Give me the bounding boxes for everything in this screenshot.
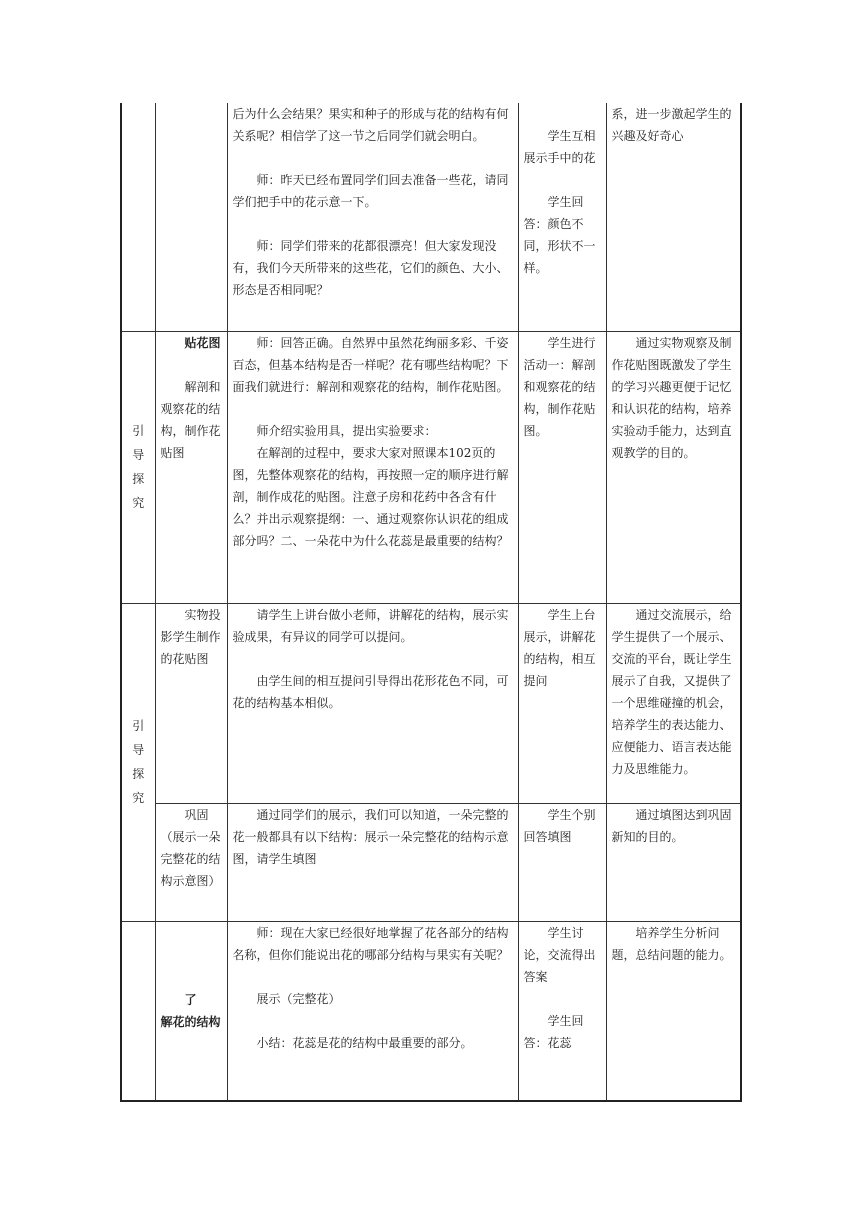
step-description: 实物投影学生制作的花贴图 — [160, 607, 221, 666]
design-purpose-cell — [606, 603, 741, 803]
teacher-activity-cell — [227, 603, 518, 803]
purpose-paragraph: 系，进一步激起学生的兴趣及好奇心 — [611, 107, 732, 143]
content-paragraph: 师介绍实验用具，提出实验要求： — [256, 423, 437, 438]
content-paragraph: 师：昨天已经布置同学们回去准备一些花，请同学们把手中的花示意一下。 — [232, 173, 509, 209]
student-activity-cell — [518, 803, 606, 921]
teacher-activity-cell — [227, 103, 518, 331]
content-paragraph: 展示（完整花） — [256, 991, 341, 1006]
student-activity-cell — [518, 603, 606, 803]
student-activity-cell — [518, 103, 606, 331]
step-cell — [155, 331, 227, 603]
content-paragraph: 后为什么会结果？果实和种子的形成与花的结构有何关系呢？相信学了这一节之后同学们就会明白。 — [232, 107, 509, 143]
student-paragraph: 学生上台展示，讲解花的结构，相互提问 — [523, 607, 596, 688]
purpose-paragraph: 培养学生分析问题，总结问题的能力。 — [611, 925, 732, 962]
step-description: 巩固（展示一朵完整花的结构示意图） — [160, 807, 221, 888]
design-purpose-cell — [606, 803, 741, 921]
design-purpose-cell — [606, 921, 741, 1101]
step-title: 了 — [184, 992, 197, 1007]
stage-label-line: 探究 — [132, 472, 145, 510]
purpose-paragraph: 通过交流展示，给学生提供了一个展示、交流的平台，既让学生展示了自我，又提供了一个思维碰撞的机会，培养学生的表达能力、应便能力、语言表达能力及思维能力。 — [611, 607, 732, 776]
table-row — [121, 331, 741, 603]
student-paragraph: 学生互相展示手中的花 — [523, 129, 596, 165]
teacher-activity-cell — [227, 803, 518, 921]
stage-cell — [121, 921, 155, 1101]
student-paragraph: 学生进行活动一：解剖和观察花的结构，制作花贴图。 — [523, 335, 596, 438]
content-paragraph: 由学生间的相互提问引导得出花形花色不同，可花的结构基本相似。 — [232, 673, 509, 710]
student-paragraph: 学生回答：颜色不同，形状不一样。 — [523, 195, 596, 275]
stage-label-line: 探究 — [132, 767, 145, 805]
stage-cell — [121, 603, 155, 921]
table-row — [121, 921, 741, 1101]
student-paragraph: 学生讨论，交流得出答案 — [523, 925, 596, 984]
step-description: 解花的结构 — [160, 1014, 221, 1029]
table-row — [121, 103, 741, 331]
content-paragraph: 通过同学们的展示，我们可以知道，一朵完整的花一般都具有以下结构：展示一朵完整花的结构示意图，请学生填图 — [232, 807, 509, 866]
purpose-paragraph: 通过填图达到巩固新知的目的。 — [611, 807, 732, 844]
content-paragraph: 请学生上讲台做小老师，讲解花的结构，展示实验成果，有异议的同学可以提问。 — [232, 607, 509, 644]
student-activity-cell — [518, 331, 606, 603]
step-cell — [155, 921, 227, 1101]
content-paragraph: 在解剖的过程中，要求大家对照课本102页的图，先整体观察花的结构，再按照一定的顺序进行解剖，制作成花的贴图。注意子房和花药中各含有什么？并出示观察提纲：一、通过观察你认识花的组成部分吗？二、一朵花中为什么花蕊是最重要的结构？ — [232, 445, 509, 548]
step-cell — [155, 803, 227, 921]
content-paragraph: 师：现在大家已经很好地掌握了花各部分的结构名称，但你们能说出花的哪部分结构与果实有关呢？ — [232, 925, 509, 962]
step-title: 贴花图 — [184, 335, 221, 350]
stage-cell — [121, 331, 155, 603]
step-description: 解剖和观察花的结构，制作花贴图 — [160, 379, 221, 460]
teacher-activity-cell — [227, 921, 518, 1101]
content-paragraph: 师：同学们带来的花都很漂亮！但大家发现没有，我们今天所带来的这些花，它们的颜色、大小、形态是否相同呢？ — [232, 239, 509, 297]
step-cell — [155, 603, 227, 803]
stage-label — [127, 714, 150, 810]
content-paragraph: 小结：花蕊是花的结构中最重要的部分。 — [256, 1035, 473, 1050]
teacher-activity-cell — [227, 331, 518, 603]
stage-label — [127, 419, 150, 515]
stage-label-line: 引 — [132, 719, 145, 733]
student-paragraph: 学生个别回答填图 — [523, 807, 596, 844]
table-row — [121, 803, 741, 921]
content-paragraph: 师：回答正确。自然界中虽然花绚丽多彩、千姿百态，但基本结构是否一样呢？花有哪些结构呢？下面我们就进行：解剖和观察花的结构，制作花贴图。 — [232, 335, 509, 394]
table-row — [121, 603, 741, 803]
design-purpose-cell — [606, 103, 741, 331]
student-activity-cell — [518, 921, 606, 1101]
stage-label-line: 引 — [132, 424, 145, 438]
lesson-plan-table — [120, 103, 742, 1102]
step-cell — [155, 103, 227, 331]
purpose-paragraph: 通过实物观察及制作花贴图既激发了学生的学习兴趣更便于记忆和认识花的结构，培养实验动手能力，达到直观教学的目的。 — [611, 335, 732, 460]
stage-label-line: 导 — [132, 448, 145, 462]
stage-label-line: 导 — [132, 743, 145, 757]
design-purpose-cell — [606, 331, 741, 603]
student-paragraph: 学生回答：花蕊 — [523, 1013, 584, 1050]
stage-cell — [121, 103, 155, 331]
